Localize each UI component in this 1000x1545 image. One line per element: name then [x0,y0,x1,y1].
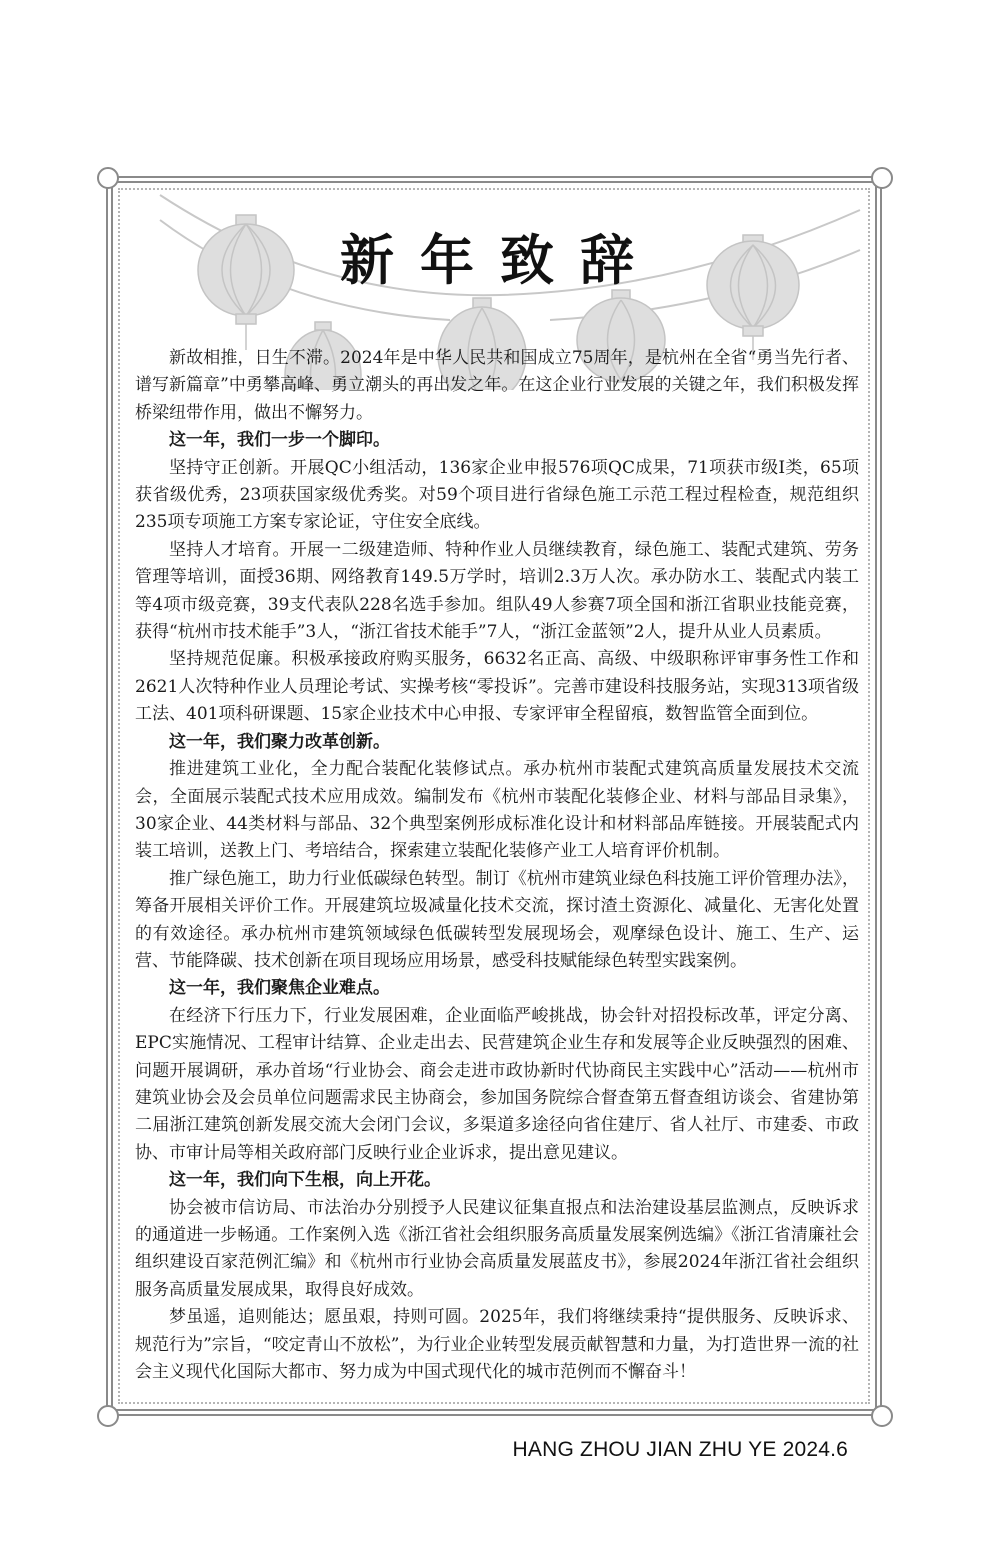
border-corner-ornament [871,1405,893,1427]
section-heading: 这一年，我们向下生根，向上开花。 [169,1170,441,1191]
article-body [135,345,859,1386]
section-heading: 这一年，我们聚焦企业难点。 [169,978,390,999]
border-corner-ornament [97,167,119,189]
section-heading: 这一年，我们一步一个脚印。 [169,430,390,451]
paragraph: 坚持规范促廉。积极承接政府购买服务，6632名正高、高级、中级职称评审事务性工作和2621人次特种作业人员理论考试、实操考核“零投诉”。完善市建设科技服务站，实现313项省级工法、401项科研课题、15家企业技术中心申报、专家评审全程留痕，数智监管全面到位。 [135,649,859,725]
paragraph: 坚持守正创新。开展QC小组活动，136家企业申报576项QC成果，71项获市级Ⅰ类，65项获省级优秀，23项获国家级优秀奖。对59个项目进行省绿色施工示范工程过程检查，规范组织235项专项施工方案专家论证，守住安全底线。 [135,457,859,533]
paragraph: 协会被市信访局、市法治办分别授予人民建议征集直报点和法治建设基层监测点，反映诉求的通道进一步畅通。工作案例入选《浙江省社会组织服务高质量发展案例选编》《浙江省清廉社会组织建设百家范例汇编》和《杭州市行业协会高质量发展蓝皮书》，参展2024年浙江省社会组织服务高质量发展成果，取得良好成效。 [135,1197,859,1300]
border-corner-ornament [97,1405,119,1427]
paragraph: 在经济下行压力下，行业发展困难，企业面临严峻挑战，协会针对招投标改革，评定分离、EPC实施情况、工程审计结算、企业走出去、民营建筑企业生存和发展等企业反映强烈的困难、问题开展调研，承办首场“行业协会、商会走进市政协新时代协商民主实践中心”活动——杭州市建筑业协会及会员单位问题需求民主协商会，参加国务院综合督查第五督查组访谈会、省建协第二届浙江建筑创新发展交流大会闭门会议，多渠道多途径向省住建厅、省人社厅、市建委、市政协、市审计局等相关政府部门反映行业企业诉求，提出意见建议。 [135,1005,859,1163]
paragraph: 坚持人才培育。开展一二级建造师、特种作业人员继续教育，绿色施工、装配式建筑、劳务管理等培训，面授36期、网络教育149.5万学时，培训2.3万人次。承办防水工、装配式内装工等4项市级竞赛，39支代表队228名选手参加。组队49人参赛7项全国和浙江省职业技能竞赛，获得“杭州市技术能手”3人，“浙江省技术能手”7人，“浙江金蓝领”2人，提升从业人员素质。 [135,539,859,643]
paragraph: 推进建筑工业化，全力配合装配化装修试点。承办杭州市装配式建筑高质量发展技术交流会，全面展示装配式技术应用成效。编制发布《杭州市装配化装修企业、材料与部品目录集》，30家企业、44类材料与部品、32个典型案例形成标准化设计和材料部品库链接。开展装配式内装工培训，送教上门、考培结合，探索建立装配化装修产业工人培育评价机制。 [135,759,859,862]
paragraph: 新故相推，日生不滞。2024年是中华人民共和国成立75周年，是杭州在全省“勇当先行者、谱写新篇章”中勇攀高峰、勇立潮头的再出发之年。在这企业行业发展的关键之年，我们积极发挥桥梁纽带作用，做出不懈努力。 [135,348,859,423]
section-heading: 这一年，我们聚力改革创新。 [169,731,390,752]
border-corner-ornament [871,167,893,189]
publication-footer: HANG ZHOU JIAN ZHU YE 2024.6 [512,1438,848,1461]
paragraph: 梦虽遥，追则能达；愿虽艰，持则可圆。2025年，我们将继续秉持“提供服务、反映诉求、规范行为”宗旨，“咬定青山不放松”，为行业企业转型发展贡献智慧和力量，为打造世界一流的社会主义现代化国际大都市、努力成为中国式现代化的城市范例而不懈奋斗！ [135,1307,859,1383]
page-title: 新年致辞 [340,228,660,292]
paragraph: 推广绿色施工，助力行业低碳绿色转型。制订《杭州市建筑业绿色科技施工评价管理办法》，筹备开展相关评价工作。开展建筑垃圾减量化技术交流，探讨渣土资源化、减量化、无害化处置的有效途径。承办杭州市建筑领域绿色低碳转型发展现场会，观摩绿色设计、施工、生产、运营、节能降碳、技术创新在项目现场应用场景，感受科技赋能绿色转型实践案例。 [135,868,859,971]
